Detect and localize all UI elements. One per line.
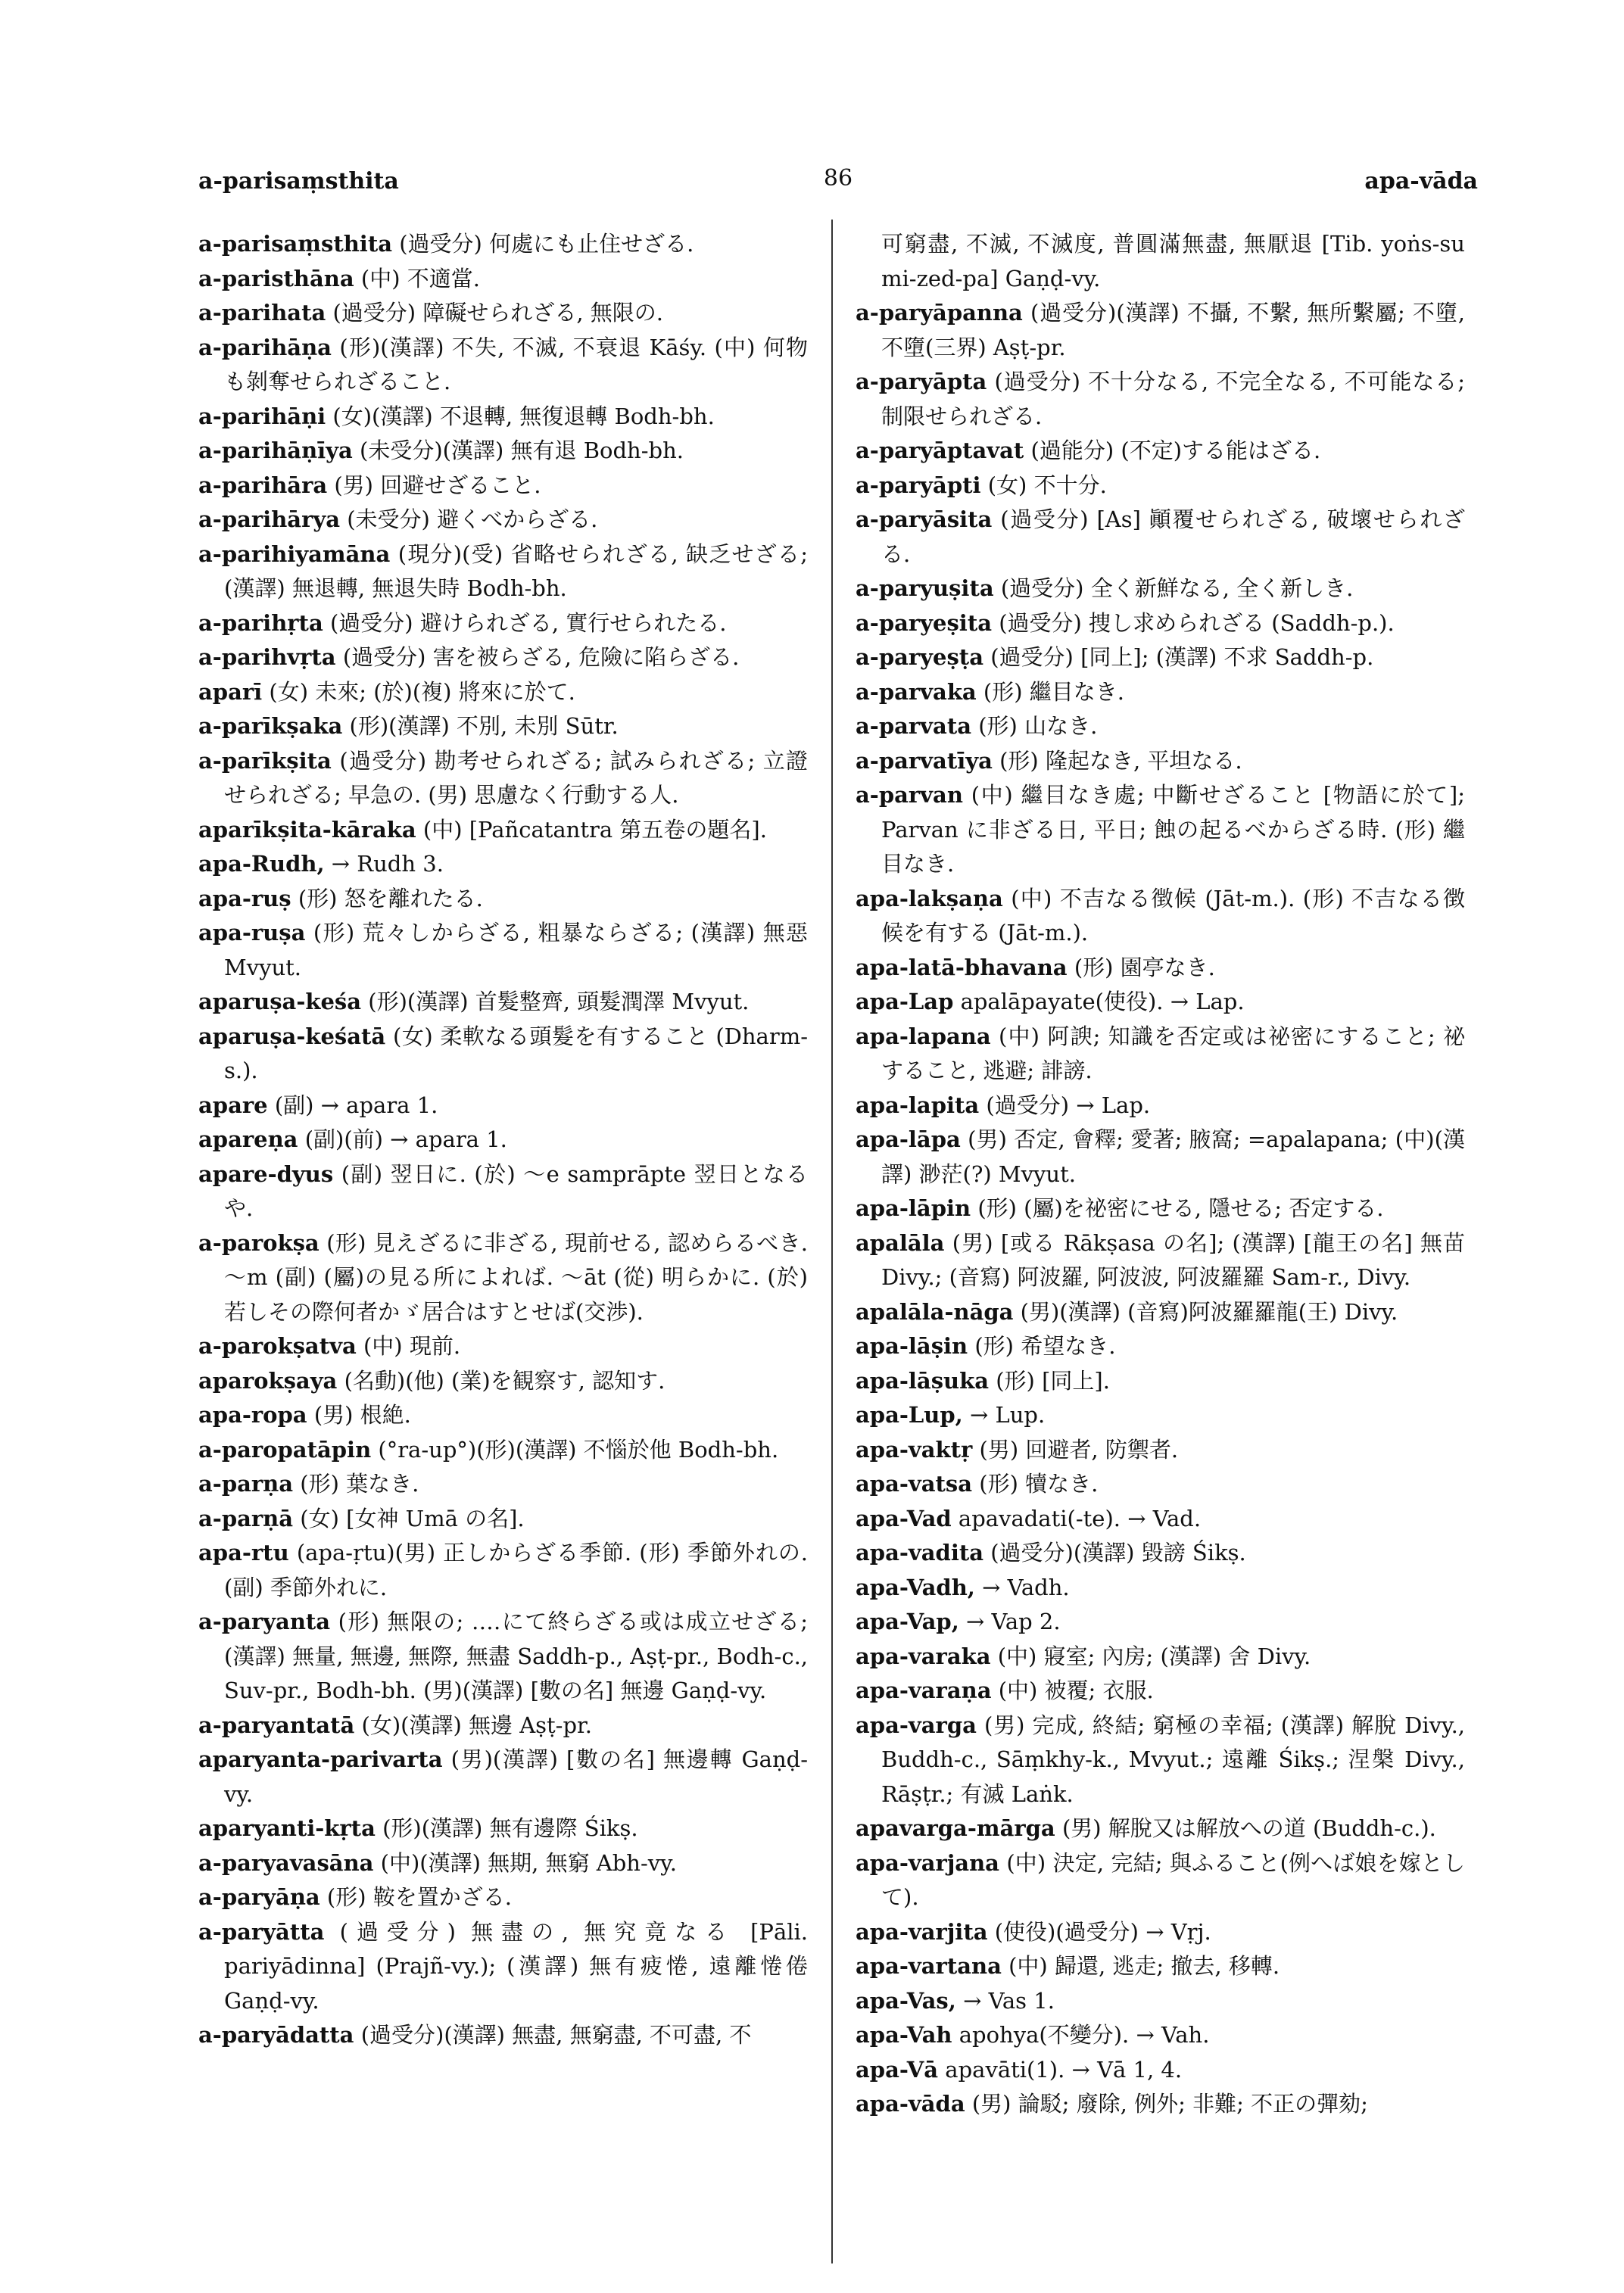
dictionary-entry [856, 1192, 1465, 1226]
dictionary-entry [856, 1467, 1465, 1502]
entry-definition: (過受分) [As] 顚覆せられざる, 破壞せられざる. [881, 506, 1466, 567]
dictionary-entry [856, 985, 1465, 1020]
dictionary-entry [856, 572, 1465, 606]
entry-headword: apa-Rudh, [198, 851, 325, 877]
dictionary-entry [198, 882, 808, 917]
entry-definition: 可窮盡, 不滅, 不滅度, 普圓滿無盡, 無厭退 [Tib. yoṅs-su mi-zed-pa] Gaṇḍ-vy. [881, 231, 1465, 291]
entry-headword: a-paryuṣita [856, 575, 994, 601]
dictionary-entry [198, 503, 808, 537]
dictionary-entry [856, 365, 1465, 434]
entry-definition: (過受分) 不十分なる, 不完全なる, 不可能なる; 制限せられざる. [881, 369, 1466, 429]
entry-definition: (男) 論駁; 廢除, 例外; 非難; 不正の彈劾; [971, 2091, 1368, 2117]
entry-headword: a-parihiyamāna [198, 541, 391, 567]
dictionary-entry [856, 469, 1465, 503]
dictionary-entry [856, 1605, 1465, 1640]
dictionary-entry [856, 1020, 1465, 1089]
entry-definition: (女) [女神 Umā の名]. [300, 1505, 525, 1531]
dictionary-entry [856, 1536, 1465, 1571]
entry-headword: apa-lāpa [856, 1126, 961, 1152]
entry-headword: apa-vāda [856, 2091, 965, 2117]
dictionary-entry [856, 1295, 1465, 1330]
dictionary-entry [198, 916, 808, 985]
entry-definition: apavadati(-te). → Vad. [958, 1505, 1202, 1531]
dictionary-entry [198, 1329, 808, 1364]
dictionary-entry [198, 744, 808, 813]
entry-headword: apa-Vad [856, 1505, 952, 1531]
dictionary-entry [198, 813, 808, 848]
entry-definition: (中) 決定, 完結; 與ふること(例へば娘を嫁として). [881, 1849, 1465, 1910]
entry-headword: a-paryāsita [856, 506, 993, 532]
dictionary-entry [856, 882, 1465, 951]
entry-headword: apa-varaṇa [856, 1678, 992, 1703]
entry-headword: a-paryādatta [198, 2022, 354, 2048]
entry-headword: a-paryāpanna [856, 300, 1023, 326]
dictionary-entry [856, 1226, 1465, 1295]
entry-definition: (中) 阿諛; 知識を否定或は祕密にすること; 祕すること, 逃避; 誹謗. [881, 1023, 1466, 1083]
entry-headword: apa-lakṣaṇa [856, 885, 1003, 911]
entry-definition: (過受分) [同上]; (漢譯) 不求 Saddh-p. [990, 644, 1374, 670]
entry-definition: (男) 回避せざること. [334, 472, 541, 498]
dictionary-entry [856, 1984, 1465, 2019]
dictionary-entry [198, 537, 808, 606]
entry-headword: a-parihāṇi [198, 403, 326, 429]
entry-headword: a-paryātta [198, 1918, 325, 1945]
entry-definition: (男) 否定, 會釋; 愛著; 腋窩; =apalapana; (中)(漢譯) 渺茫(?) Mvyut. [881, 1126, 1466, 1187]
entry-definition: (女) 不十分. [987, 472, 1107, 498]
entry-headword: apa-vaktṛ [856, 1436, 973, 1463]
entry-headword: a-paryeṣṭa [856, 644, 983, 670]
entry-headword: a-paryanta [198, 1609, 331, 1634]
entry-headword: a-parvatīya [856, 747, 993, 774]
entry-headword: apa-Vap, [856, 1609, 959, 1634]
entry-headword: a-parihṛta [198, 609, 323, 636]
dictionary-entry [198, 1743, 808, 1812]
entry-definition: (形)(漢譯) 首髮整齊, 頭髮潤澤 Mvyut. [368, 989, 750, 1014]
entry-headword: a-parihāra [198, 472, 328, 498]
dictionary-entry [856, 1949, 1465, 1984]
entry-definition: (形) 鞍を置かざる. [326, 1884, 512, 1910]
left-column [198, 227, 808, 2053]
entry-definition: (男) [或る Rākṣasa の名]; (漢譯) [龍王の名] 無苗 Divy.; (音寫) 阿波羅, 阿波波, 阿波羅羅 Sam-r., Divy. [881, 1229, 1465, 1290]
dictionary-entry [856, 744, 1465, 779]
entry-headword: apa-ruṣa [198, 920, 306, 946]
entry-headword: apa-Lup, [856, 1402, 963, 1428]
dictionary-entry [198, 1089, 808, 1123]
dictionary-entry [198, 2018, 808, 2053]
dictionary-entry [198, 1915, 808, 2019]
dictionary-entry [198, 469, 808, 503]
entry-definition: apohya(不變分). → Vah. [959, 2022, 1210, 2048]
entry-definition: (男) 完成, 終結; 窮極の幸福; (漢譯) 解脫 Divy., Buddh-c., Sāṃkhy-k., Mvyut.; 遠離 Śikṣ.; 涅槃 Divy., Rāṣṭr.; 有滅 Laṅk. [881, 1712, 1466, 1807]
dictionary-entry [198, 1709, 808, 1743]
entry-definition: (過受分) 捜し求められざる (Saddh-p.). [999, 609, 1395, 636]
entry-definition: (女) 未來; (於)(複) 將來に於て. [269, 678, 575, 705]
dictionary-entry [198, 331, 808, 400]
entry-definition: (使役)(過受分) → Vṛj. [994, 1918, 1211, 1945]
dictionary-entry [856, 227, 1465, 296]
entry-definition: (形) 見えざるに非ざる, 現前せる, 認めらるべき. ～m (副) (屬)の見る所によれば. ～āt (從) 明らかに. (於) 若しその際何者かゞ居合はすとせば(交渉). [224, 1229, 808, 1325]
entry-headword: apa-lapana [856, 1023, 991, 1049]
entry-definition: (副) 翌日に. (於) ～e samprāpte 翌日となるや. [224, 1161, 808, 1221]
entry-headword: a-parvaka [856, 678, 977, 705]
header-left-guide-word: a-parisaṃsthita [198, 168, 399, 195]
entry-headword: a-parisaṃsthita [198, 231, 393, 257]
dictionary-entry [198, 1502, 808, 1537]
dictionary-entry [856, 1329, 1465, 1364]
dictionary-entry [856, 1089, 1465, 1123]
entry-definition: (男) 根絶. [313, 1402, 411, 1428]
entry-definition: (過受分) 何處にも止住せざる. [399, 231, 694, 257]
entry-definition: (過受分) 全く新鮮なる, 全く新しき. [1000, 575, 1354, 601]
entry-definition: (形) 犢なき. [979, 1471, 1099, 1497]
entry-definition: (apa-ṛtu)(男) 正しからざる季節. (形) 季節外れの. (副) 季節外れに. [224, 1540, 808, 1600]
entry-definition: (過受分) 避けられざる, 實行せられたる. [329, 609, 727, 636]
entry-definition: (過受分)(漢譯) 無盡, 無窮盡, 不可盡, 不 [360, 2022, 752, 2048]
dictionary-entry [856, 951, 1465, 986]
entry-headword: aparyanta-parivarta [198, 1746, 443, 1772]
entry-definition: (現分)(受) 省略せられざる, 缺乏せざる; (漢譯) 無退轉, 無退失時 Bodh-bh. [224, 541, 809, 601]
entry-definition: (過受分) 害を被らざる, 危險に陷らざる. [342, 644, 740, 670]
entry-headword: a-paryāpta [856, 369, 987, 394]
entry-definition: (未受分) 避くべからざる. [347, 506, 598, 532]
entry-headword: a-parvata [856, 713, 972, 739]
entry-headword: aparokṣaya [198, 1367, 338, 1394]
dictionary-entry [198, 434, 808, 469]
entry-definition: (男) 回避者, 防禦者. [979, 1436, 1179, 1463]
dictionary-entry [856, 1915, 1465, 1950]
entry-definition: (副) → apara 1. [274, 1092, 438, 1118]
entry-definition: apalāpayate(使役). → Lap. [960, 989, 1245, 1014]
dictionary-entry [856, 1123, 1465, 1192]
entry-definition: (中) 繼目なき處; 中斷せざること [物語に於て]; Parvan に非ざる日, 平日; 蝕の起るべからざる時. (形) 繼目なき. [881, 782, 1466, 877]
entry-definition: (形) 葉なき. [300, 1471, 419, 1497]
right-column [856, 227, 1465, 2122]
dictionary-entry [198, 985, 808, 1020]
entry-definition: (°ra-up°)(形)(漢譯) 不惱於他 Bodh-bh. [378, 1436, 779, 1463]
dictionary-entry [198, 1123, 808, 1157]
entry-definition: (形) 山なき. [978, 713, 1098, 739]
entry-definition: (中) 現前. [363, 1333, 461, 1359]
entry-definition: (形) 怒を離れたる. [298, 885, 483, 911]
entry-definition: → Vap 2. [966, 1609, 1061, 1634]
entry-definition: (過受分)(漢譯) 毀謗 Śikṣ. [990, 1540, 1246, 1566]
entry-headword: apa-varga [856, 1712, 977, 1738]
entry-headword: apa-vatsa [856, 1471, 973, 1497]
entry-headword: apa-Lap [856, 989, 954, 1014]
entry-headword: apa-Vadh, [856, 1574, 975, 1600]
entry-definition: (形) 無限の; ‥‥にて終らざる或は成立せざる; (漢譯) 無量, 無邊, 無際, 無盡 Saddh-p., Aṣṭ-pr., Bodh-c., Suv-pr., Bodh-bh. (男)(漢譯) [數の名] 無邊 Gaṇḍ-vy. [224, 1609, 809, 1703]
dictionary-entry [856, 503, 1465, 572]
entry-headword: apa-lāṣin [856, 1333, 968, 1359]
entry-headword: apa-lapita [856, 1092, 980, 1118]
entry-definition: (中) 被覆; 衣服. [998, 1678, 1154, 1703]
entry-headword: aparuṣa-keśatā [198, 1023, 386, 1049]
entry-headword: a-parīkṣita [198, 747, 332, 774]
dictionary-entry [856, 709, 1465, 744]
entry-headword: aparyanti-kṛta [198, 1815, 376, 1841]
entry-headword: aparī [198, 678, 263, 705]
dictionary-entry [198, 400, 808, 435]
dictionary-entry [856, 1674, 1465, 1709]
dictionary-entry [856, 1812, 1465, 1846]
dictionary-entry [198, 1157, 808, 1226]
entry-definition: (中) 寢室; 內房; (漢譯) 舍 Divy. [997, 1643, 1311, 1669]
dictionary-entry [198, 1020, 808, 1089]
dictionary-entry [198, 262, 808, 297]
entry-headword: a-parṇā [198, 1505, 294, 1531]
dictionary-entry [856, 2053, 1465, 2088]
entry-definition: (中) 不適當. [360, 265, 480, 291]
entry-headword: apa-ropa [198, 1402, 307, 1428]
entry-definition: apavāti(1). → Vā 1, 4. [945, 2056, 1183, 2083]
dictionary-entry [856, 1398, 1465, 1433]
entry-definition: (中)(漢譯) 無期, 無窮 Abh-vy. [380, 1849, 677, 1876]
dictionary-entry [198, 1226, 808, 1330]
entry-headword: a-paristhāna [198, 265, 354, 291]
dictionary-entry [198, 296, 808, 331]
entry-definition: (形) 荒々しからざる, 粗暴ならざる; (漢譯) 無惡 Mvyut. [224, 920, 809, 980]
entry-definition: (形) 隆起なき, 平坦なる. [999, 747, 1242, 774]
entry-headword: apa-Vah [856, 2022, 952, 2048]
entry-definition: (中) 歸還, 逃走; 撤去, 移轉. [1008, 1953, 1280, 1979]
dictionary-entry [856, 1571, 1465, 1606]
entry-definition: (男) 解脫又は解放への道 (Buddh-c.). [1061, 1815, 1436, 1841]
entry-definition: (女)(漢譯) 不退轉, 無復退轉 Bodh-bh. [332, 403, 715, 429]
dictionary-entry [198, 1846, 808, 1881]
entry-headword: apare-dyus [198, 1161, 334, 1187]
entry-definition: (男)(漢譯) (音寫)阿波羅羅龍(王) Divy. [1020, 1298, 1398, 1325]
entry-definition: (形)(漢譯) 不別, 未別 Sūtr. [349, 713, 619, 739]
entry-headword: a-parvan [856, 782, 963, 808]
entry-definition: (女) 柔軟なる頭髮を有すること (Dharm-s.). [224, 1023, 809, 1083]
entry-headword: apa-Vas, [856, 1987, 956, 2014]
entry-headword: a-paropatāpin [198, 1436, 372, 1463]
entry-headword: apa-Vā [856, 2056, 939, 2083]
dictionary-entry [198, 1536, 808, 1605]
entry-headword: a-parihata [198, 300, 326, 326]
dictionary-entry [856, 434, 1465, 469]
entry-headword: a-parihāṇa [198, 334, 332, 360]
dictionary-entry [198, 1880, 808, 1915]
entry-headword: a-paryantatā [198, 1712, 355, 1738]
header-right-guide-word: apa-vāda [1364, 168, 1478, 195]
dictionary-entry [198, 675, 808, 710]
entry-definition: (中) 不吉なる徴候 (Jāt-m.). (形) 不吉なる徴候を有する (Jāt-m.). [881, 885, 1466, 946]
entry-definition: (中) [Pañcatantra 第五卷の題名]. [422, 816, 767, 843]
entry-headword: aparuṣa-keśa [198, 989, 362, 1014]
dictionary-entry [856, 1364, 1465, 1399]
entry-headword: apa-varaka [856, 1643, 991, 1669]
entry-headword: a-paryāptavat [856, 438, 1024, 463]
dictionary-entry [856, 675, 1465, 710]
entry-headword: aparīkṣita-kāraka [198, 816, 416, 843]
entry-headword: apa-rtu [198, 1540, 289, 1566]
entry-headword: a-parīkṣaka [198, 713, 343, 739]
entry-headword: apare [198, 1092, 268, 1118]
dictionary-entry [856, 1433, 1465, 1468]
dictionary-entry [856, 640, 1465, 675]
dictionary-entry [856, 1502, 1465, 1537]
dictionary-entry [856, 606, 1465, 641]
entry-definition: (形)(漢譯) 無有邊際 Śikṣ. [382, 1815, 638, 1841]
entry-definition: (形) 園亭なき. [1074, 954, 1215, 980]
entry-headword: a-parokṣatva [198, 1333, 357, 1359]
page-number: 86 [823, 165, 853, 192]
dictionary-entry [198, 227, 808, 262]
entry-headword: a-parṇa [198, 1471, 294, 1497]
entry-headword: a-paryāṇa [198, 1884, 320, 1910]
dictionary-entry [198, 1398, 808, 1433]
dictionary-entry [198, 606, 808, 641]
entry-headword: apa-latā-bhavana [856, 954, 1068, 980]
entry-headword: apa-ruṣ [198, 885, 291, 911]
entry-definition: (過受分) 勘考せられざる; 試みられざる; 立證せられざる; 早急の. (男) 思慮なく行動する人. [224, 747, 808, 808]
entry-headword: apa-vadita [856, 1540, 984, 1566]
entry-headword: a-paryavasāna [198, 1849, 374, 1876]
dictionary-entry [198, 1364, 808, 1399]
dictionary-entry [198, 1812, 808, 1846]
entry-headword: a-paryāpti [856, 472, 981, 498]
entry-definition: → Lup. [969, 1402, 1046, 1428]
dictionary-entry [198, 1433, 808, 1468]
dictionary-entry [198, 640, 808, 675]
entry-definition: (副)(前) → apara 1. [304, 1126, 507, 1152]
entry-headword: a-paryeṣita [856, 609, 993, 636]
entry-headword: apa-varjita [856, 1918, 988, 1945]
entry-definition: → Rudh 3. [331, 851, 444, 877]
entry-definition: → Vas 1. [963, 1987, 1055, 2014]
entry-definition: (名動)(他) (業)を観察す, 認知す. [344, 1367, 665, 1394]
entry-headword: apareṇa [198, 1126, 298, 1152]
dictionary-entry [856, 2018, 1465, 2053]
dictionary-entry [856, 296, 1465, 365]
entry-headword: apa-varjana [856, 1849, 999, 1876]
entry-headword: a-parihārya [198, 506, 340, 532]
entry-headword: apavarga-mārga [856, 1815, 1055, 1841]
entry-headword: a-parokṣa [198, 1229, 320, 1256]
entry-definition: (過受分) 障礙せられざる, 無限の. [332, 300, 663, 326]
dictionary-entry [198, 1605, 808, 1709]
entry-definition: (過能分) (不定)する能はざる. [1030, 438, 1321, 463]
entry-definition: (過受分) 無盡の, 無究竟なる [Pāli. pariyādinna] (Prajñ-vy.); (漢譯) 無有疲惓, 遠離惓倦 Gaṇḍ-vy. [224, 1918, 808, 2014]
entry-definition: → Vadh. [982, 1574, 1070, 1600]
entry-definition: (男)(漢譯) [數の名] 無邊轉 Gaṇḍ-vy. [224, 1746, 808, 1807]
running-head [198, 165, 1478, 198]
dictionary-entry [856, 2087, 1465, 2122]
entry-definition: (形)(漢譯) 不失, 不滅, 不衰退 Kāśy. (中) 何物も剝奪せられざること. [224, 334, 809, 394]
entry-definition: (未受分)(漢譯) 無有退 Bodh-bh. [360, 438, 684, 463]
dictionary-entry [856, 1846, 1465, 1915]
entry-definition: (形) [同上]. [996, 1367, 1110, 1394]
entry-headword: a-parihvṛta [198, 644, 336, 670]
dictionary-entry [856, 1640, 1465, 1675]
dictionary-entry [198, 1467, 808, 1502]
entry-headword: apa-lāpin [856, 1195, 971, 1221]
dictionary-entry [856, 778, 1465, 882]
entry-headword: a-parihāṇīya [198, 438, 353, 463]
entry-definition: (過受分) → Lap. [986, 1092, 1151, 1118]
entry-definition: (過受分)(漢譯) 不攝, 不繫, 無所繫屬; 不墮, 不墮(三界) Aṣṭ-pr. [881, 300, 1466, 360]
dictionary-entry [198, 709, 808, 744]
entry-definition: (形) 繼目なき. [983, 678, 1124, 705]
dictionary-entry [856, 1709, 1465, 1812]
entry-definition: (女)(漢譯) 無邊 Aṣṭ-pr. [361, 1712, 592, 1738]
entry-definition: (形) 希望なき. [974, 1333, 1116, 1359]
column-divider [831, 220, 833, 2263]
entry-headword: apalāla-nāga [856, 1298, 1014, 1325]
entry-headword: apalāla [856, 1229, 945, 1256]
entry-headword: apa-vartana [856, 1953, 1002, 1979]
entry-definition: (形) (屬)を祕密にせる, 隱せる; 否定する. [977, 1195, 1384, 1221]
dictionary-entry [198, 847, 808, 882]
entry-headword: apa-lāṣuka [856, 1367, 989, 1394]
